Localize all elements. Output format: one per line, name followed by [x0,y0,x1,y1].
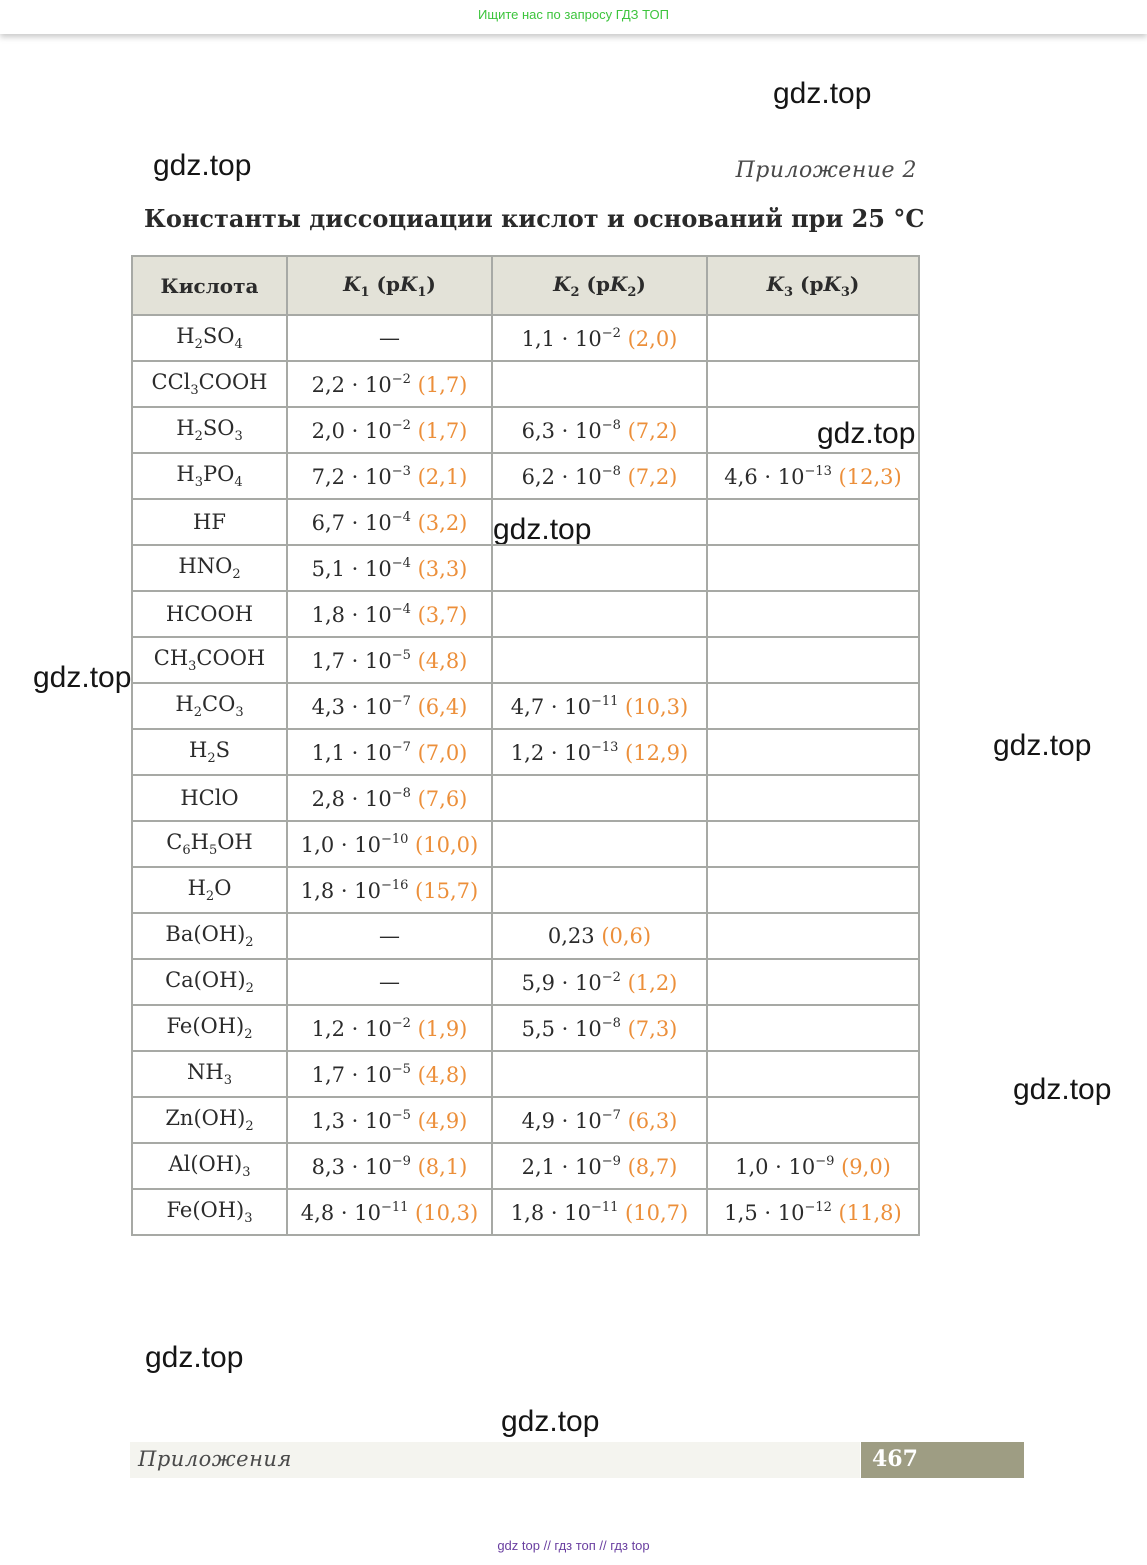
page-number-badge [861,1442,1024,1478]
substance-cell: $Zn(OH)_2$ [132,1097,287,1143]
pk1-value: (2,1) [410,464,468,489]
page-title: Константы диссоциации кислот и оснований при 25 °С [144,204,925,233]
k3-cell [707,453,919,499]
k2-cell [492,453,707,499]
pk3-value: (11,8) [831,1200,902,1225]
pk1-value: (7,0) [410,740,468,765]
k1-value: $1,8 \cdot 10^{-4}$ [311,601,411,627]
pk1-value: (3,2) [410,510,468,535]
k2-value: $5,9 \cdot 10^{-2}$ [521,969,621,995]
footer-section-bar [130,1442,860,1478]
k2-value: $6,2 \cdot 10^{-8}$ [521,463,621,489]
pk1-value: (8,1) [410,1154,468,1179]
substance-cell: $H_3PO_4$ [132,453,287,499]
k1-cell [287,1143,492,1189]
k3-cell [707,867,919,913]
k1-value: — [379,924,400,948]
k1-cell [287,913,492,959]
header-k1: $K_1$ $(pK_1)$ [287,256,492,315]
table-row [132,1005,919,1051]
k3-cell [707,637,919,683]
table-row [132,315,919,361]
pk2-value: (7,2) [620,464,678,489]
k1-cell [287,1051,492,1097]
table-row [132,821,919,867]
substance-cell: $Fe(OH)_3$ [132,1189,287,1235]
k1-value: $1,0 \cdot 10^{-10}$ [300,831,409,857]
k3-cell [707,821,919,867]
k1-cell [287,591,492,637]
substance-cell: $NH_3$ [132,1051,287,1097]
k2-cell [492,1143,707,1189]
k2-value: 0,23 [547,924,595,948]
table-row [132,545,919,591]
k1-value: $8,3 \cdot 10^{-9}$ [311,1153,411,1179]
k2-cell [492,683,707,729]
substance-cell: $Ba(OH)_2$ [132,913,287,959]
k1-cell [287,1005,492,1051]
pk2-value: (12,9) [618,740,689,765]
k3-cell [707,775,919,821]
pk1-value: (4,9) [410,1108,468,1133]
k1-cell [287,453,492,499]
watermark: gdz.top [153,149,252,182]
table-row [132,913,919,959]
pk1-value: (3,7) [410,602,468,627]
k2-value: $5,5 \cdot 10^{-8}$ [521,1015,621,1041]
k2-cell [492,407,707,453]
k2-cell [492,959,707,1005]
k1-cell [287,499,492,545]
k1-value: $5,1 \cdot 10^{-4}$ [311,555,411,581]
pk2-value: (7,3) [620,1016,678,1041]
k1-value: $4,8 \cdot 10^{-11}$ [300,1199,409,1225]
watermark: gdz.top [1013,1073,1112,1106]
k3-cell [707,1097,919,1143]
k2-cell [492,361,707,407]
dissociation-constants-table [131,255,920,1236]
k3-value: $1,5 \cdot 10^{-12}$ [724,1199,832,1225]
table-row [132,591,919,637]
table-row [132,1189,919,1235]
table-row [132,453,919,499]
table-body [132,315,919,1235]
table-header-row [132,256,919,315]
k1-cell [287,407,492,453]
table-row [132,1051,919,1097]
k1-value: $6,7 \cdot 10^{-4}$ [311,509,411,535]
k3-cell [707,1051,919,1097]
k3-value: $1,0 \cdot 10^{-9}$ [735,1153,835,1179]
k3-cell [707,729,919,775]
substance-cell: $H_2SO_3$ [132,407,287,453]
k2-cell [492,729,707,775]
k1-value: $1,7 \cdot 10^{-5}$ [311,1061,411,1087]
k3-cell [707,315,919,361]
k1-value: $7,2 \cdot 10^{-3}$ [311,463,411,489]
substance-cell: $Al(OH)_3$ [132,1143,287,1189]
k1-value: $2,8 \cdot 10^{-8}$ [311,785,411,811]
k2-value: $4,9 \cdot 10^{-7}$ [521,1107,621,1133]
k2-cell [492,1189,707,1235]
substance-cell: $C_6H_5OH$ [132,821,287,867]
substance-cell: CCl$_3$COOH [132,361,287,407]
table-row [132,775,919,821]
pk1-value: (10,0) [408,832,479,857]
page-number: 467 [872,1446,918,1472]
pk1-value: (4,8) [410,648,468,673]
bottom-links[interactable]: gdz top // гдз топ // гдз top [497,1538,650,1553]
k1-value: $1,3 \cdot 10^{-5}$ [311,1107,411,1133]
k2-cell [492,315,707,361]
substance-cell: $CH_3COOH$ [132,637,287,683]
watermark: gdz.top [501,1405,600,1438]
k3-cell [707,545,919,591]
table-row [132,499,919,545]
table-row [132,959,919,1005]
watermark: gdz.top [817,417,916,450]
k3-cell [707,959,919,1005]
k2-cell [492,545,707,591]
table-row [132,361,919,407]
k2-value: $2,1 \cdot 10^{-9}$ [521,1153,621,1179]
pk1-value: (7,6) [410,786,468,811]
k3-value: $4,6 \cdot 10^{-13}$ [724,463,832,489]
k1-value: — [379,326,400,350]
k1-value: — [379,970,400,994]
pk2-value: (10,7) [618,1200,689,1225]
k2-cell [492,867,707,913]
k2-cell [492,1097,707,1143]
pk3-value: (9,0) [834,1154,891,1179]
watermark: gdz.top [145,1341,244,1374]
substance-cell: $H_2O$ [132,867,287,913]
substance-cell: HCOOH [132,591,287,637]
k1-cell [287,1097,492,1143]
substance-cell: $H_2CO_3$ [132,683,287,729]
k2-cell [492,821,707,867]
k2-value: $1,2 \cdot 10^{-13}$ [510,739,619,765]
pk2-value: (0,6) [594,924,652,948]
watermark: gdz.top [773,77,872,110]
pk3-value: (12,3) [831,464,902,489]
k1-cell [287,637,492,683]
pk1-value: (10,3) [408,1200,479,1225]
k3-cell [707,361,919,407]
pk1-value: (3,3) [410,556,468,581]
k3-cell [707,913,919,959]
pk1-value: (6,4) [410,694,468,719]
k2-cell [492,913,707,959]
pk2-value: (1,2) [620,970,678,995]
k1-value: $1,1 \cdot 10^{-7}$ [311,739,411,765]
k1-value: $1,2 \cdot 10^{-2}$ [311,1015,411,1041]
k1-cell [287,1189,492,1235]
k3-cell [707,499,919,545]
pk1-value: (1,9) [410,1016,468,1041]
appendix-label: Приложение 2 [735,158,917,183]
substance-cell: $H_2S$ [132,729,287,775]
k3-cell [707,1005,919,1051]
k1-cell [287,361,492,407]
k3-cell [707,407,919,453]
pk2-value: (10,3) [618,694,689,719]
k2-cell [492,499,707,545]
pk1-value: (4,8) [410,1062,468,1087]
banner-text[interactable]: Ищите нас по запросу ГДЗ ТОП [478,7,669,22]
table-row [132,683,919,729]
watermark: gdz.top [993,729,1092,762]
k2-cell [492,637,707,683]
k1-cell [287,683,492,729]
k2-value: $1,8 \cdot 10^{-11}$ [510,1199,619,1225]
substance-cell: $Ca(OH)_2$ [132,959,287,1005]
k1-value: $1,8 \cdot 10^{-16}$ [300,877,409,903]
table-row [132,1143,919,1189]
k3-cell [707,1189,919,1235]
k1-cell [287,867,492,913]
header-k2: $K_2$ $(pK_2)$ [492,256,707,315]
k1-cell [287,545,492,591]
pk2-value: (8,7) [620,1154,678,1179]
pk2-value: (2,0) [620,326,678,351]
k1-value: $4,3 \cdot 10^{-7}$ [311,693,411,719]
k1-cell [287,775,492,821]
k1-cell [287,959,492,1005]
k2-cell [492,591,707,637]
table-row [132,637,919,683]
substance-cell: HF [132,499,287,545]
substance-cell: $HNO_2$ [132,545,287,591]
table-row [132,407,919,453]
pk2-value: (6,3) [620,1108,678,1133]
k2-cell [492,1005,707,1051]
k3-cell [707,591,919,637]
watermark: gdz.top [493,513,592,546]
k1-value: $2,0 \cdot 10^{-2}$ [311,417,411,443]
pk2-value: (7,2) [620,418,678,443]
footer-section-label: Приложения [138,1447,292,1471]
pk1-value: (1,7) [410,418,468,443]
k1-value: $2,2 \cdot 10^{-2}$ [311,371,411,397]
k3-cell [707,1143,919,1189]
substance-cell: $H_2SO_4$ [132,315,287,361]
table-row [132,729,919,775]
substance-cell: HClO [132,775,287,821]
header-k3: $K_3$ $(pK_3)$ [707,256,919,315]
top-banner [0,0,1147,34]
substance-cell: $Fe(OH)_2$ [132,1005,287,1051]
k1-cell [287,821,492,867]
k2-value: $6,3 \cdot 10^{-8}$ [521,417,621,443]
k1-cell [287,315,492,361]
header-acid: Кислота [132,256,287,315]
pk1-value: (1,7) [410,372,468,397]
k1-value: $1,7 \cdot 10^{-5}$ [311,647,411,673]
k1-cell [287,729,492,775]
table-row [132,1097,919,1143]
table-row [132,867,919,913]
k2-cell [492,775,707,821]
k2-cell [492,1051,707,1097]
k2-value: $4,7 \cdot 10^{-11}$ [510,693,619,719]
watermark: gdz.top [33,661,132,694]
k2-value: $1,1 \cdot 10^{-2}$ [521,325,621,351]
k3-cell [707,683,919,729]
pk1-value: (15,7) [408,878,479,903]
